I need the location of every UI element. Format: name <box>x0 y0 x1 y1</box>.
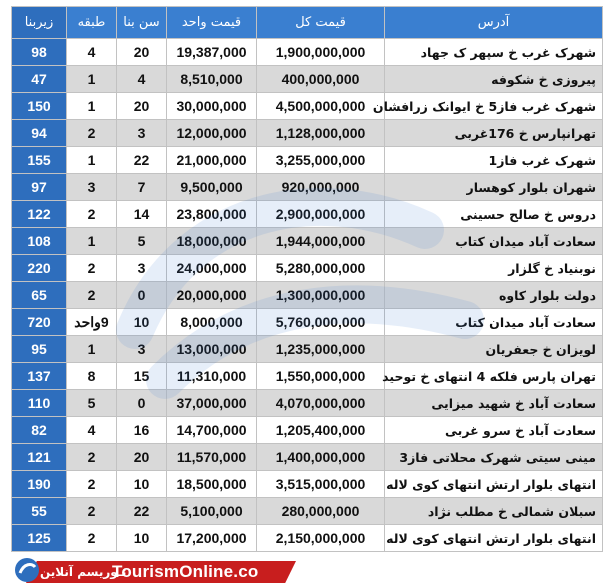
cell-address: دروس خ صالح حسینی <box>385 201 603 228</box>
header-unit-price: قیمت واحد <box>167 7 257 39</box>
cell-building-age: 20 <box>117 444 167 471</box>
cell-area: 137 <box>12 363 67 390</box>
cell-address: سعادت آباد خ شهید میزایی <box>385 390 603 417</box>
table-row <box>12 120 603 147</box>
cell-address: انتهای بلوار ارتش انتهای کوی لاله <box>385 471 603 498</box>
cell-unit-price: 13,000,000 <box>167 336 257 363</box>
cell-address: مینی سیتی شهرک محلاتی فاز3 <box>385 444 603 471</box>
table-row <box>12 39 603 66</box>
cell-area: 55 <box>12 498 67 525</box>
table-row <box>12 363 603 390</box>
cell-area: 108 <box>12 228 67 255</box>
table-row <box>12 174 603 201</box>
table-row <box>12 390 603 417</box>
cell-area: 720 <box>12 309 67 336</box>
header-total-price: قیمت کل <box>257 7 385 39</box>
cell-floor: 2 <box>67 282 117 309</box>
cell-building-age: 10 <box>117 471 167 498</box>
table-row <box>12 417 603 444</box>
cell-floor: 4 <box>67 39 117 66</box>
cell-address: سعادت آباد میدان کتاب <box>385 309 603 336</box>
cell-building-age: 16 <box>117 417 167 444</box>
table-row <box>12 201 603 228</box>
cell-address: پیروزی خ شکوفه <box>385 66 603 93</box>
cell-total-price: 5,760,000,000 <box>257 309 385 336</box>
cell-total-price: 280,000,000 <box>257 498 385 525</box>
cell-floor: 2 <box>67 525 117 552</box>
cell-building-age: 3 <box>117 336 167 363</box>
cell-building-age: 22 <box>117 147 167 174</box>
cell-address: سعادت آباد خ سرو غربی <box>385 417 603 444</box>
cell-building-age: 5 <box>117 228 167 255</box>
logo-text-english: TourismOnline.co <box>112 562 259 581</box>
table-row <box>12 336 603 363</box>
cell-area: 155 <box>12 147 67 174</box>
cell-building-age: 7 <box>117 174 167 201</box>
table-header-row <box>12 7 603 39</box>
cell-total-price: 1,300,000,000 <box>257 282 385 309</box>
cell-building-age: 22 <box>117 498 167 525</box>
cell-unit-price: 23,800,000 <box>167 201 257 228</box>
cell-address: تهران پارس فلکه 4 انتهای خ توحید <box>385 363 603 390</box>
cell-building-age: 0 <box>117 390 167 417</box>
table-row <box>12 309 603 336</box>
cell-building-age: 20 <box>117 93 167 120</box>
cell-address: شهرک غرب فاز1 <box>385 147 603 174</box>
cell-area: 65 <box>12 282 67 309</box>
cell-floor: 3 <box>67 174 117 201</box>
cell-address: تهرانپارس خ 176غربی <box>385 120 603 147</box>
table-row <box>12 282 603 309</box>
cell-unit-price: 9,500,000 <box>167 174 257 201</box>
cell-floor: 2 <box>67 255 117 282</box>
cell-area: 97 <box>12 174 67 201</box>
logo-text-persian: تـوریسم آنلاین <box>40 565 127 579</box>
table-row <box>12 66 603 93</box>
table-body <box>12 39 603 552</box>
header-floor: طبقه <box>67 7 117 39</box>
cell-floor: 4 <box>67 417 117 444</box>
cell-building-age: 10 <box>117 525 167 552</box>
cell-total-price: 1,205,400,000 <box>257 417 385 444</box>
cell-unit-price: 21,000,000 <box>167 147 257 174</box>
cell-address: دولت بلوار کاوه <box>385 282 603 309</box>
cell-floor: 9واحد <box>67 309 117 336</box>
cell-total-price: 1,235,000,000 <box>257 336 385 363</box>
cell-area: 47 <box>12 66 67 93</box>
cell-area: 98 <box>12 39 67 66</box>
cell-building-age: 15 <box>117 363 167 390</box>
cell-area: 125 <box>12 525 67 552</box>
cell-unit-price: 12,000,000 <box>167 120 257 147</box>
cell-building-age: 0 <box>117 282 167 309</box>
cell-total-price: 920,000,000 <box>257 174 385 201</box>
cell-total-price: 1,900,000,000 <box>257 39 385 66</box>
cell-unit-price: 14,700,000 <box>167 417 257 444</box>
cell-total-price: 4,500,000,000 <box>257 93 385 120</box>
cell-unit-price: 24,000,000 <box>167 255 257 282</box>
cell-area: 121 <box>12 444 67 471</box>
cell-address: انتهای بلوار ارتش انتهای کوی لاله <box>385 525 603 552</box>
header-address: آدرس <box>385 7 603 39</box>
cell-address: سبلان شمالی خ مطلب نژاد <box>385 498 603 525</box>
cell-unit-price: 18,000,000 <box>167 228 257 255</box>
cell-area: 220 <box>12 255 67 282</box>
cell-floor: 2 <box>67 120 117 147</box>
cell-total-price: 2,900,000,000 <box>257 201 385 228</box>
cell-floor: 2 <box>67 201 117 228</box>
cell-area: 122 <box>12 201 67 228</box>
table-row <box>12 525 603 552</box>
cell-address: شهران بلوار کوهسار <box>385 174 603 201</box>
cell-address: سعادت آباد میدان کتاب <box>385 228 603 255</box>
table-row <box>12 93 603 120</box>
cell-building-age: 3 <box>117 120 167 147</box>
cell-building-age: 14 <box>117 201 167 228</box>
cell-address: نوبنیاد خ گلزار <box>385 255 603 282</box>
table-row <box>12 228 603 255</box>
cell-total-price: 3,515,000,000 <box>257 471 385 498</box>
cell-address: شهرک غرب فاز5 خ ایوانک زرافشان <box>385 93 603 120</box>
cell-total-price: 1,550,000,000 <box>257 363 385 390</box>
cell-floor: 2 <box>67 471 117 498</box>
cell-area: 110 <box>12 390 67 417</box>
cell-total-price: 5,280,000,000 <box>257 255 385 282</box>
cell-building-age: 20 <box>117 39 167 66</box>
table-row <box>12 471 603 498</box>
cell-area: 95 <box>12 336 67 363</box>
cell-floor: 8 <box>67 363 117 390</box>
tourism-logo-icon <box>14 557 40 583</box>
cell-total-price: 1,128,000,000 <box>257 120 385 147</box>
cell-unit-price: 8,510,000 <box>167 66 257 93</box>
cell-floor: 1 <box>67 66 117 93</box>
cell-floor: 1 <box>67 93 117 120</box>
listings-table <box>11 6 603 552</box>
cell-total-price: 1,400,000,000 <box>257 444 385 471</box>
cell-floor: 1 <box>67 228 117 255</box>
cell-total-price: 2,150,000,000 <box>257 525 385 552</box>
cell-area: 82 <box>12 417 67 444</box>
cell-address: لویزان خ جعفریان <box>385 336 603 363</box>
cell-total-price: 1,944,000,000 <box>257 228 385 255</box>
cell-floor: 1 <box>67 336 117 363</box>
cell-address: شهرک غرب خ سپهر ک جهاد <box>385 39 603 66</box>
cell-unit-price: 37,000,000 <box>167 390 257 417</box>
cell-building-age: 3 <box>117 255 167 282</box>
cell-unit-price: 11,310,000 <box>167 363 257 390</box>
cell-unit-price: 20,000,000 <box>167 282 257 309</box>
cell-unit-price: 18,500,000 <box>167 471 257 498</box>
cell-area: 150 <box>12 93 67 120</box>
cell-unit-price: 17,200,000 <box>167 525 257 552</box>
cell-floor: 5 <box>67 390 117 417</box>
table-row <box>12 498 603 525</box>
table-row <box>12 147 603 174</box>
cell-unit-price: 19,387,000 <box>167 39 257 66</box>
cell-total-price: 4,070,000,000 <box>257 390 385 417</box>
cell-building-age: 4 <box>117 66 167 93</box>
cell-unit-price: 30,000,000 <box>167 93 257 120</box>
cell-area: 94 <box>12 120 67 147</box>
cell-building-age: 10 <box>117 309 167 336</box>
cell-unit-price: 5,100,000 <box>167 498 257 525</box>
table-row <box>12 255 603 282</box>
cell-floor: 2 <box>67 444 117 471</box>
table-row <box>12 444 603 471</box>
cell-unit-price: 8,000,000 <box>167 309 257 336</box>
cell-floor: 2 <box>67 498 117 525</box>
cell-area: 190 <box>12 471 67 498</box>
cell-unit-price: 11,570,000 <box>167 444 257 471</box>
cell-total-price: 400,000,000 <box>257 66 385 93</box>
header-building-age: سن بنا <box>117 7 167 39</box>
header-area: زیربنا <box>12 7 67 39</box>
cell-total-price: 3,255,000,000 <box>257 147 385 174</box>
cell-floor: 1 <box>67 147 117 174</box>
